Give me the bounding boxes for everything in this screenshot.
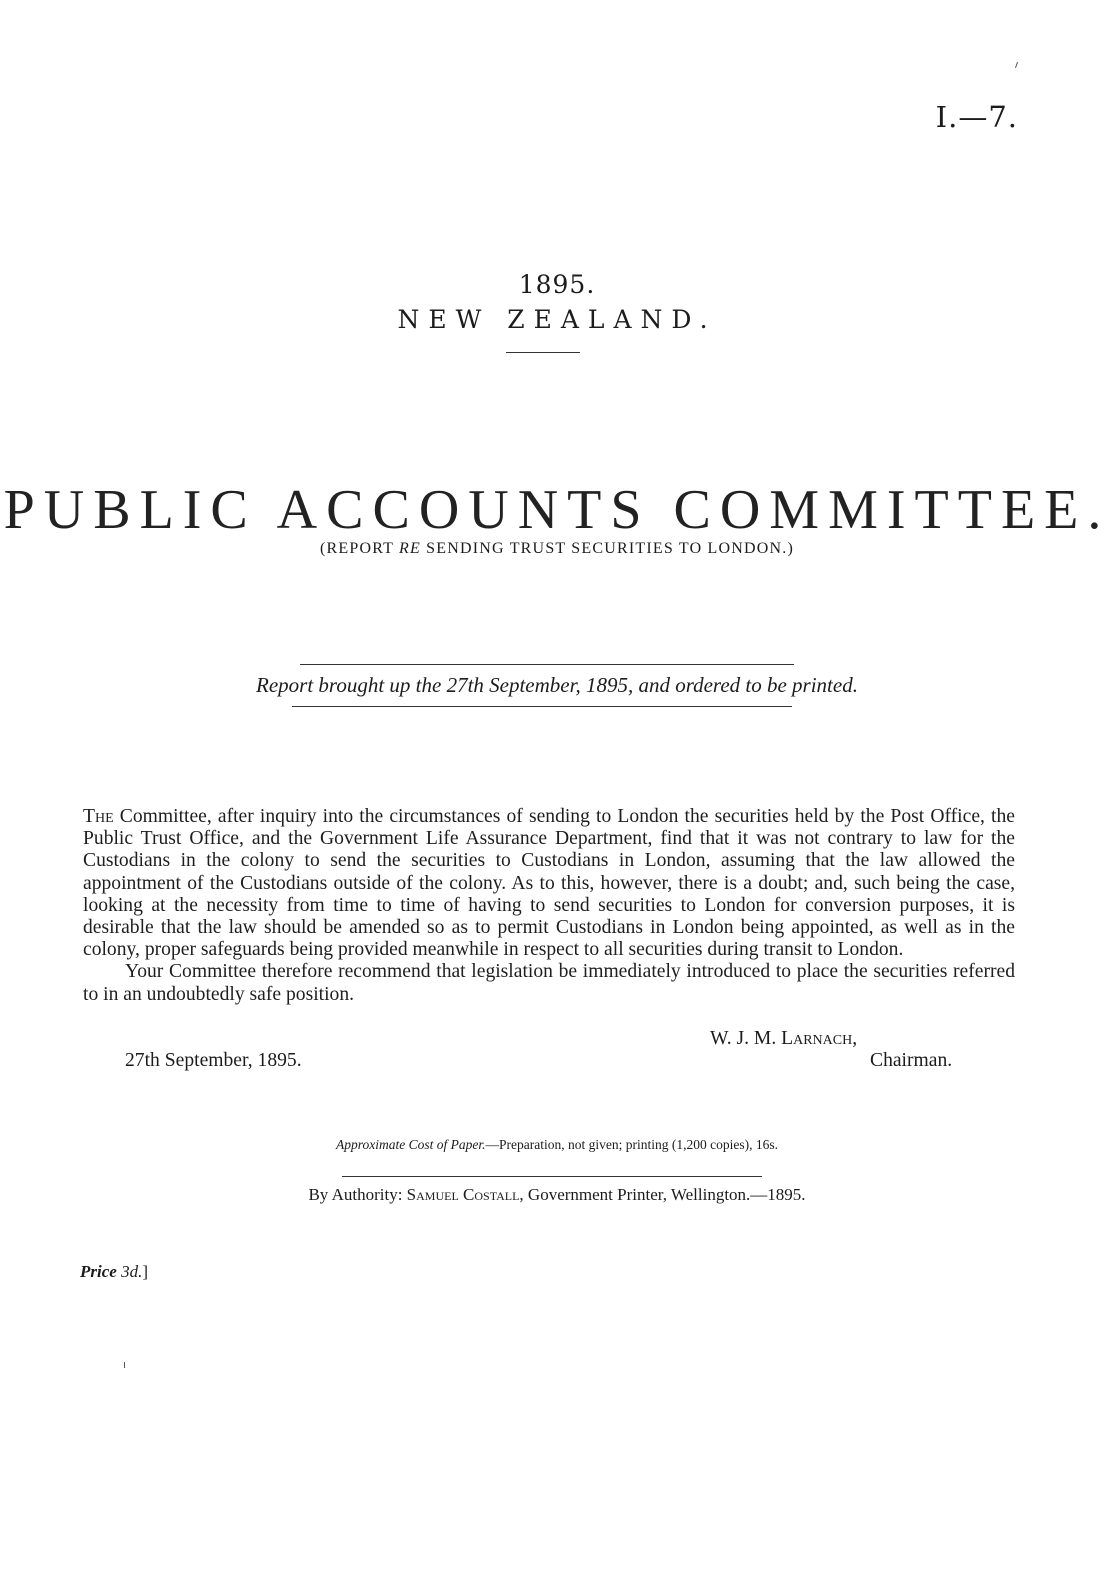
paragraph-1-text: Committee, after inquiry into the circumstances of sending to London the securities held by the Post Office, the Public Trust Office, and the Government Life Assurance Department, find that it was not contrary to law for the Custodians in the colony to send the securities to Custodians in London, assuming that the law allowed the appointment of the Custodians outside of the colony. As to this, however, there is a doubt; and, such being the case, looking at the necessity from time to time of having to send securities to London for conversion purposes, it is desirable that the law should be amended so as to permit Custodians in London being appointed, as well as in the colony, proper safeguards being provided meanwhile in respect to all securities during transit to London. (83, 806, 1015, 961)
lead-word: The (83, 806, 114, 827)
imprint-rest: , Government Printer, Wellington.—1895. (519, 1185, 806, 1204)
signatory-name (710, 1028, 857, 1050)
country-heading: NEW ZEALAND. (397, 305, 717, 334)
order-note-bottom-rule (292, 706, 792, 707)
printer-imprint (0, 1185, 1114, 1205)
signatory-role: Chairman. (870, 1050, 953, 1071)
cost-label: Approximate Cost of Paper. (336, 1137, 486, 1152)
report-subtitle (0, 540, 1114, 558)
masthead-rule (506, 352, 580, 353)
order-note: Report brought up the 27th September, 1895, and ordered to be printed. (256, 673, 858, 697)
imprint-rule (342, 1176, 762, 1177)
price-label: Price (80, 1262, 117, 1281)
subtitle-rest: SENDING TRUST SECURITIES TO LONDON.) (420, 540, 794, 557)
subtitle-re: RE (399, 540, 421, 557)
scan-speck (1015, 62, 1018, 68)
report-date: 27th September, 1895. (125, 1050, 302, 1071)
subtitle-open: (REPORT (320, 540, 400, 557)
imprint-printer: Samuel Costall (406, 1185, 520, 1204)
price-bracket: ] (142, 1262, 148, 1281)
price-value: 3d. (116, 1262, 143, 1281)
cost-text: —Preparation, not given; printing (1,200 copies), 16s. (485, 1137, 778, 1152)
scan-speck (124, 1362, 125, 1368)
order-note-top-rule (300, 664, 794, 665)
cost-note (0, 1137, 1114, 1153)
report-title: PUBLIC ACCOUNTS COMMITTEE. (3, 479, 1111, 541)
body-paragraph-2: Your Committee therefore recommend that legislation be immediately introduced to place the securities referred to in an undoubtedly safe position. (83, 961, 1015, 1005)
document-reference: I.—7. (935, 100, 1018, 134)
report-body (83, 806, 1015, 1006)
imprint-prefix: By Authority: (308, 1185, 407, 1204)
year-heading: 1895. (518, 270, 596, 299)
body-paragraph-1 (83, 806, 1015, 961)
signatory-name-text: W. J. M. Larnach, (710, 1028, 858, 1049)
price-note (80, 1262, 148, 1282)
